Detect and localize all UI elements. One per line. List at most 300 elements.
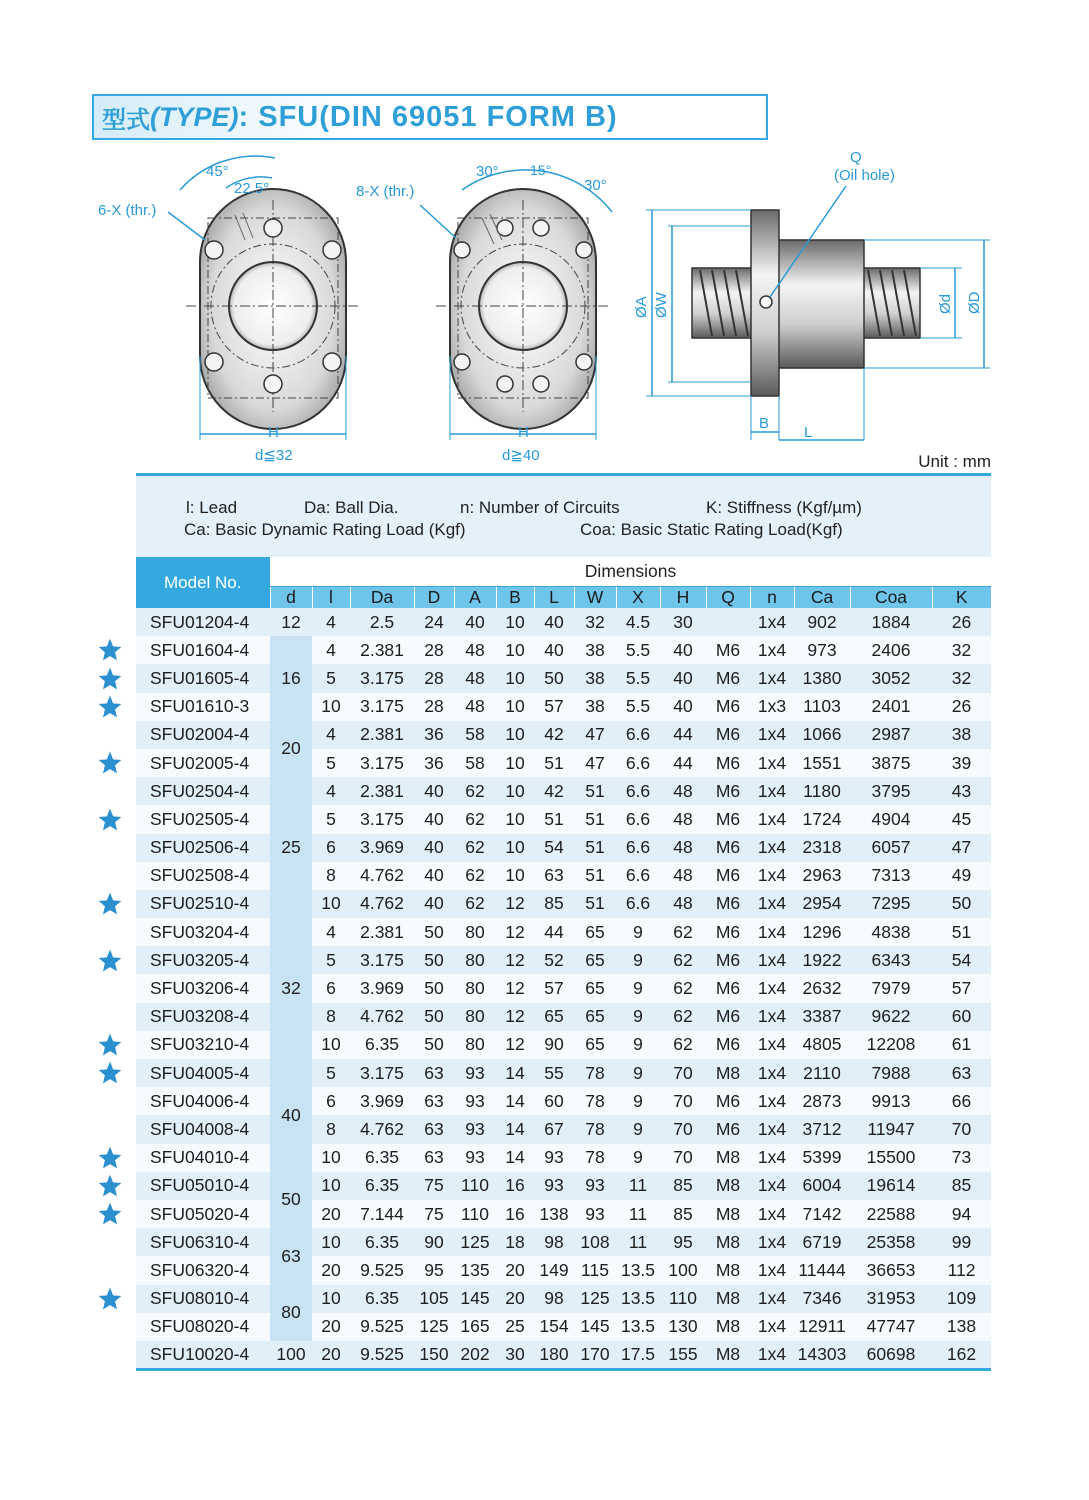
table-row xyxy=(136,1341,991,1369)
cell-l: 8 xyxy=(312,862,350,890)
cell-n: 1x4 xyxy=(750,862,794,890)
title-chinese: 型式 xyxy=(102,105,150,134)
cell-coa: 47747 xyxy=(850,1313,932,1341)
cell-ca: 3712 xyxy=(794,1115,850,1143)
cell-l: 51 xyxy=(534,749,574,777)
angle-label: 30° xyxy=(476,163,499,180)
cell-h: 40 xyxy=(660,664,706,692)
cell-h: 100 xyxy=(660,1256,706,1284)
cell-h: 62 xyxy=(660,1003,706,1031)
cell-x: 6.6 xyxy=(616,890,660,918)
cell-da: 3.175 xyxy=(350,805,414,833)
cell-b: 12 xyxy=(496,1031,534,1059)
cell-da: 3.969 xyxy=(350,974,414,1002)
cell-l: 57 xyxy=(534,974,574,1002)
cell-d: 28 xyxy=(414,664,454,692)
cell-ca: 1180 xyxy=(794,777,850,805)
table-row xyxy=(136,777,991,805)
cell-l: 8 xyxy=(312,1115,350,1143)
cell-x: 4.5 xyxy=(616,608,660,636)
model-number: SFU01204-4 xyxy=(136,608,270,636)
cell-l: 5 xyxy=(312,749,350,777)
star-icon xyxy=(97,1145,123,1171)
column-header: Da xyxy=(350,586,414,608)
cell-w: 125 xyxy=(574,1285,616,1313)
cell-h: 95 xyxy=(660,1228,706,1256)
star-icon xyxy=(97,1286,123,1312)
cell-coa: 60698 xyxy=(850,1341,932,1369)
legend-circuits: n: Number of Circuits xyxy=(460,498,620,517)
cell-l: 60 xyxy=(534,1087,574,1115)
cell-k: 73 xyxy=(932,1144,991,1172)
model-number: SFU03204-4 xyxy=(136,918,270,946)
cell-l: 6 xyxy=(312,834,350,862)
model-number: SFU05010-4 xyxy=(136,1172,270,1200)
cell-q: M8 xyxy=(706,1228,750,1256)
model-number: SFU02504-4 xyxy=(136,777,270,805)
cell-h: 48 xyxy=(660,805,706,833)
cell-x: 13.5 xyxy=(616,1285,660,1313)
cell-k: 138 xyxy=(932,1313,991,1341)
dim-label: ØW xyxy=(653,292,670,318)
cell-l: 4 xyxy=(312,636,350,664)
cell-q: M8 xyxy=(706,1172,750,1200)
nut-side-view xyxy=(633,149,990,441)
cell-w: 32 xyxy=(574,608,616,636)
model-number: SFU08020-4 xyxy=(136,1313,270,1341)
cell-l: 4 xyxy=(312,721,350,749)
cell-h: 85 xyxy=(660,1172,706,1200)
cell-da: 9.525 xyxy=(350,1341,414,1369)
model-number: SFU04008-4 xyxy=(136,1115,270,1143)
table-row xyxy=(136,862,991,890)
cell-d: 36 xyxy=(414,721,454,749)
model-number: SFU02506-4 xyxy=(136,834,270,862)
cell-x: 11 xyxy=(616,1228,660,1256)
cell-b: 10 xyxy=(496,805,534,833)
cell-d: 40 xyxy=(414,834,454,862)
cell-k: 66 xyxy=(932,1087,991,1115)
legend-box xyxy=(136,473,991,557)
column-header: L xyxy=(534,586,574,608)
cell-k: 63 xyxy=(932,1059,991,1087)
cell-da: 4.762 xyxy=(350,862,414,890)
cell-b: 12 xyxy=(496,890,534,918)
cell-n: 1x4 xyxy=(750,918,794,946)
star-icon xyxy=(97,1032,123,1058)
cell-q: M8 xyxy=(706,1200,750,1228)
cell-b: 25 xyxy=(496,1313,534,1341)
cell-b: 14 xyxy=(496,1144,534,1172)
column-header: d xyxy=(270,586,312,608)
column-header: A xyxy=(454,586,496,608)
cell-da: 3.175 xyxy=(350,749,414,777)
cell-l: 5 xyxy=(312,805,350,833)
cell-coa: 6057 xyxy=(850,834,932,862)
cell-da: 3.175 xyxy=(350,693,414,721)
cell-da: 2.381 xyxy=(350,918,414,946)
table-row xyxy=(136,1115,991,1143)
cell-k: 109 xyxy=(932,1285,991,1313)
size-condition: d≦32 xyxy=(255,447,293,464)
table-row xyxy=(136,664,991,692)
cell-ca: 1103 xyxy=(794,693,850,721)
cell-d: 40 xyxy=(414,777,454,805)
cell-l: 6 xyxy=(312,1087,350,1115)
cell-k: 51 xyxy=(932,918,991,946)
cell-a: 58 xyxy=(454,721,496,749)
table-row xyxy=(136,1172,991,1200)
model-number: SFU04006-4 xyxy=(136,1087,270,1115)
cell-x: 6.6 xyxy=(616,862,660,890)
cell-k: 26 xyxy=(932,693,991,721)
cell-d: 105 xyxy=(414,1285,454,1313)
cell-coa: 25358 xyxy=(850,1228,932,1256)
cell-b: 14 xyxy=(496,1087,534,1115)
cell-n: 1x4 xyxy=(750,1256,794,1284)
flange-drawing-small xyxy=(98,156,360,464)
table-body xyxy=(136,608,991,1369)
cell-h: 155 xyxy=(660,1341,706,1369)
star-icon xyxy=(97,1201,123,1227)
star-icon xyxy=(97,1060,123,1086)
cell-q: M6 xyxy=(706,721,750,749)
model-number: SFU04010-4 xyxy=(136,1144,270,1172)
cell-k: 99 xyxy=(932,1228,991,1256)
cell-w: 78 xyxy=(574,1144,616,1172)
cell-l: 65 xyxy=(534,1003,574,1031)
cell-a: 93 xyxy=(454,1144,496,1172)
cell-a: 125 xyxy=(454,1228,496,1256)
cell-ca: 1380 xyxy=(794,664,850,692)
cell-a: 62 xyxy=(454,777,496,805)
cell-w: 78 xyxy=(574,1059,616,1087)
cell-n: 1x4 xyxy=(750,721,794,749)
shaft-diameter-cell: 32 xyxy=(270,918,312,1059)
cell-coa: 3875 xyxy=(850,749,932,777)
cell-w: 78 xyxy=(574,1087,616,1115)
cell-coa: 31953 xyxy=(850,1285,932,1313)
cell-ca: 2632 xyxy=(794,974,850,1002)
cell-coa: 19614 xyxy=(850,1172,932,1200)
cell-da: 6.35 xyxy=(350,1228,414,1256)
column-header: Q xyxy=(706,586,750,608)
cell-h: 44 xyxy=(660,721,706,749)
cell-q: M6 xyxy=(706,693,750,721)
cell-x: 17.5 xyxy=(616,1341,660,1369)
cell-coa: 2401 xyxy=(850,693,932,721)
cell-a: 62 xyxy=(454,834,496,862)
cell-k: 162 xyxy=(932,1341,991,1369)
cell-da: 4.762 xyxy=(350,890,414,918)
cell-l: 4 xyxy=(312,608,350,636)
model-number: SFU01604-4 xyxy=(136,636,270,664)
cell-da: 2.5 xyxy=(350,608,414,636)
cell-n: 1x4 xyxy=(750,608,794,636)
cell-d: 125 xyxy=(414,1313,454,1341)
cell-q xyxy=(706,608,750,636)
cell-da: 6.35 xyxy=(350,1144,414,1172)
cell-w: 51 xyxy=(574,862,616,890)
cell-d: 50 xyxy=(414,946,454,974)
cell-a: 48 xyxy=(454,636,496,664)
shaft-diameter-cell: 20 xyxy=(270,721,312,777)
cell-l: 4 xyxy=(312,918,350,946)
cell-coa: 4838 xyxy=(850,918,932,946)
cell-q: M6 xyxy=(706,974,750,1002)
cell-da: 9.525 xyxy=(350,1313,414,1341)
table-row xyxy=(136,1228,991,1256)
nut-body xyxy=(778,240,864,368)
oil-hole-label: (Oil hole) xyxy=(834,167,895,184)
cell-d: 28 xyxy=(414,693,454,721)
cell-l: 8 xyxy=(312,1003,350,1031)
cell-coa: 4904 xyxy=(850,805,932,833)
cell-d: 50 xyxy=(414,974,454,1002)
cell-x: 6.6 xyxy=(616,777,660,805)
cell-k: 54 xyxy=(932,946,991,974)
cell-q: M6 xyxy=(706,862,750,890)
cell-n: 1x4 xyxy=(750,946,794,974)
angle-label: 30° xyxy=(584,177,607,194)
cell-l: 5 xyxy=(312,1059,350,1087)
cell-ca: 11444 xyxy=(794,1256,850,1284)
cell-coa: 7988 xyxy=(850,1059,932,1087)
cell-k: 26 xyxy=(932,608,991,636)
flange-drawing-large xyxy=(356,162,612,464)
cell-a: 80 xyxy=(454,946,496,974)
star-icon xyxy=(97,694,123,720)
cell-n: 1x4 xyxy=(750,1285,794,1313)
cell-b: 12 xyxy=(496,946,534,974)
cell-d: 75 xyxy=(414,1172,454,1200)
cell-coa: 7295 xyxy=(850,890,932,918)
cell-h: 48 xyxy=(660,834,706,862)
cell-l: 42 xyxy=(534,721,574,749)
cell-l: 50 xyxy=(534,664,574,692)
cell-x: 6.6 xyxy=(616,721,660,749)
dimensions-header: Dimensions xyxy=(270,557,991,586)
cell-d: 40 xyxy=(414,805,454,833)
shaft-diameter-cell: 40 xyxy=(270,1059,312,1172)
cell-a: 58 xyxy=(454,749,496,777)
cell-h: 40 xyxy=(660,636,706,664)
cell-k: 112 xyxy=(932,1256,991,1284)
cell-k: 85 xyxy=(932,1172,991,1200)
dim-label: B xyxy=(759,415,770,432)
table-row xyxy=(136,693,991,721)
dim-label: ØA xyxy=(633,296,650,318)
cell-k: 32 xyxy=(932,636,991,664)
cell-d: 50 xyxy=(414,1003,454,1031)
cell-n: 1x4 xyxy=(750,1228,794,1256)
table-row xyxy=(136,1285,991,1313)
table-row xyxy=(136,636,991,664)
cell-n: 1x4 xyxy=(750,1144,794,1172)
table-row xyxy=(136,1031,991,1059)
cell-ca: 973 xyxy=(794,636,850,664)
cell-n: 1x4 xyxy=(750,1115,794,1143)
legend-static-load: Coa: Basic Static Rating Load(Kgf) xyxy=(580,520,843,539)
cell-x: 9 xyxy=(616,1087,660,1115)
cell-b: 10 xyxy=(496,636,534,664)
cell-coa: 3795 xyxy=(850,777,932,805)
cell-x: 9 xyxy=(616,946,660,974)
cell-l: 5 xyxy=(312,946,350,974)
model-number: SFU03208-4 xyxy=(136,1003,270,1031)
shaft-diameter-cell: 100 xyxy=(270,1341,312,1369)
model-number: SFU04005-4 xyxy=(136,1059,270,1087)
cell-l: 44 xyxy=(534,918,574,946)
cell-b: 18 xyxy=(496,1228,534,1256)
cell-d: 63 xyxy=(414,1087,454,1115)
star-icon xyxy=(97,948,123,974)
star-icon xyxy=(97,750,123,776)
cell-l: 55 xyxy=(534,1059,574,1087)
table-row xyxy=(136,1144,991,1172)
cell-x: 5.5 xyxy=(616,664,660,692)
cell-da: 2.381 xyxy=(350,777,414,805)
cell-l: 180 xyxy=(534,1341,574,1369)
cell-q: M8 xyxy=(706,1144,750,1172)
cell-q: M6 xyxy=(706,1031,750,1059)
cell-q: M6 xyxy=(706,946,750,974)
cell-coa: 6343 xyxy=(850,946,932,974)
cell-n: 1x4 xyxy=(750,974,794,1002)
cell-l: 10 xyxy=(312,1031,350,1059)
cell-d: 40 xyxy=(414,890,454,918)
cell-n: 1x4 xyxy=(750,890,794,918)
table-row xyxy=(136,1313,991,1341)
cell-l: 10 xyxy=(312,1144,350,1172)
model-number: SFU02508-4 xyxy=(136,862,270,890)
cell-k: 70 xyxy=(932,1115,991,1143)
cell-da: 9.525 xyxy=(350,1256,414,1284)
cell-ca: 6719 xyxy=(794,1228,850,1256)
cell-ca: 3387 xyxy=(794,1003,850,1031)
cell-b: 10 xyxy=(496,693,534,721)
cell-a: 202 xyxy=(454,1341,496,1369)
cell-k: 60 xyxy=(932,1003,991,1031)
table-row xyxy=(136,1059,991,1087)
spec-table xyxy=(136,557,991,1371)
cell-a: 165 xyxy=(454,1313,496,1341)
cell-b: 10 xyxy=(496,608,534,636)
model-number: SFU08010-4 xyxy=(136,1285,270,1313)
cell-b: 10 xyxy=(496,862,534,890)
table-row xyxy=(136,1256,991,1284)
legend-ball-dia: Da: Ball Dia. xyxy=(304,498,399,517)
cell-ca: 902 xyxy=(794,608,850,636)
legend-stiffness: K: Stiffness (Kgf/µm) xyxy=(706,498,862,517)
cell-n: 1x4 xyxy=(750,834,794,862)
cell-k: 49 xyxy=(932,862,991,890)
star-icon xyxy=(97,1173,123,1199)
cell-w: 108 xyxy=(574,1228,616,1256)
legend-dynamic-load: Ca: Basic Dynamic Rating Load (Kgf) xyxy=(184,520,466,539)
cell-w: 38 xyxy=(574,693,616,721)
cell-d: 50 xyxy=(414,918,454,946)
cell-coa: 7979 xyxy=(850,974,932,1002)
cell-b: 16 xyxy=(496,1200,534,1228)
cell-w: 51 xyxy=(574,805,616,833)
cell-h: 30 xyxy=(660,608,706,636)
star-icon xyxy=(97,807,123,833)
cell-l: 149 xyxy=(534,1256,574,1284)
cell-da: 3.175 xyxy=(350,664,414,692)
model-number: SFU02505-4 xyxy=(136,805,270,833)
model-number: SFU10020-4 xyxy=(136,1341,270,1369)
hole-callout: 6-X (thr.) xyxy=(98,202,157,219)
cell-n: 1x4 xyxy=(750,1200,794,1228)
cell-a: 62 xyxy=(454,805,496,833)
cell-d: 24 xyxy=(414,608,454,636)
model-number: SFU03206-4 xyxy=(136,974,270,1002)
model-number: SFU02510-4 xyxy=(136,890,270,918)
cell-w: 38 xyxy=(574,664,616,692)
shaft-diameter-cell: 50 xyxy=(270,1172,312,1228)
cell-w: 65 xyxy=(574,1031,616,1059)
cell-l: 4 xyxy=(312,777,350,805)
cell-coa: 3052 xyxy=(850,664,932,692)
oil-hole-q-label: Q xyxy=(850,149,862,166)
cell-l: 20 xyxy=(312,1200,350,1228)
cell-x: 9 xyxy=(616,1059,660,1087)
cell-w: 65 xyxy=(574,974,616,1002)
shaft-diameter-cell: 25 xyxy=(270,777,312,918)
cell-l: 20 xyxy=(312,1341,350,1369)
cell-x: 6.6 xyxy=(616,805,660,833)
unit-label: Unit : mm xyxy=(918,452,991,471)
column-header: K xyxy=(932,586,991,608)
cell-l: 10 xyxy=(312,693,350,721)
cell-b: 30 xyxy=(496,1341,534,1369)
cell-b: 12 xyxy=(496,974,534,1002)
cell-l: 67 xyxy=(534,1115,574,1143)
table-row xyxy=(136,608,991,636)
column-header: Ca xyxy=(794,586,850,608)
cell-q: M6 xyxy=(706,1115,750,1143)
title-type-label: (TYPE) xyxy=(150,101,239,132)
column-header: W xyxy=(574,586,616,608)
cell-da: 4.762 xyxy=(350,1115,414,1143)
cell-l: 90 xyxy=(534,1031,574,1059)
cell-n: 1x3 xyxy=(750,693,794,721)
technical-drawings xyxy=(0,140,1089,470)
cell-h: 85 xyxy=(660,1200,706,1228)
cell-l: 98 xyxy=(534,1228,574,1256)
cell-x: 9 xyxy=(616,1115,660,1143)
cell-l: 51 xyxy=(534,805,574,833)
model-number: SFU03210-4 xyxy=(136,1031,270,1059)
cell-l: 10 xyxy=(312,1228,350,1256)
cell-d: 150 xyxy=(414,1341,454,1369)
model-number: SFU06310-4 xyxy=(136,1228,270,1256)
cell-a: 110 xyxy=(454,1172,496,1200)
cell-x: 6.6 xyxy=(616,749,660,777)
cell-da: 3.969 xyxy=(350,1087,414,1115)
cell-coa: 36653 xyxy=(850,1256,932,1284)
cell-coa: 2987 xyxy=(850,721,932,749)
cell-k: 39 xyxy=(932,749,991,777)
cell-w: 38 xyxy=(574,636,616,664)
hole-callout: 8-X (thr.) xyxy=(356,183,415,200)
cell-n: 1x4 xyxy=(750,1059,794,1087)
cell-q: M6 xyxy=(706,834,750,862)
cell-a: 80 xyxy=(454,974,496,1002)
cell-x: 13.5 xyxy=(616,1256,660,1284)
cell-h: 48 xyxy=(660,890,706,918)
